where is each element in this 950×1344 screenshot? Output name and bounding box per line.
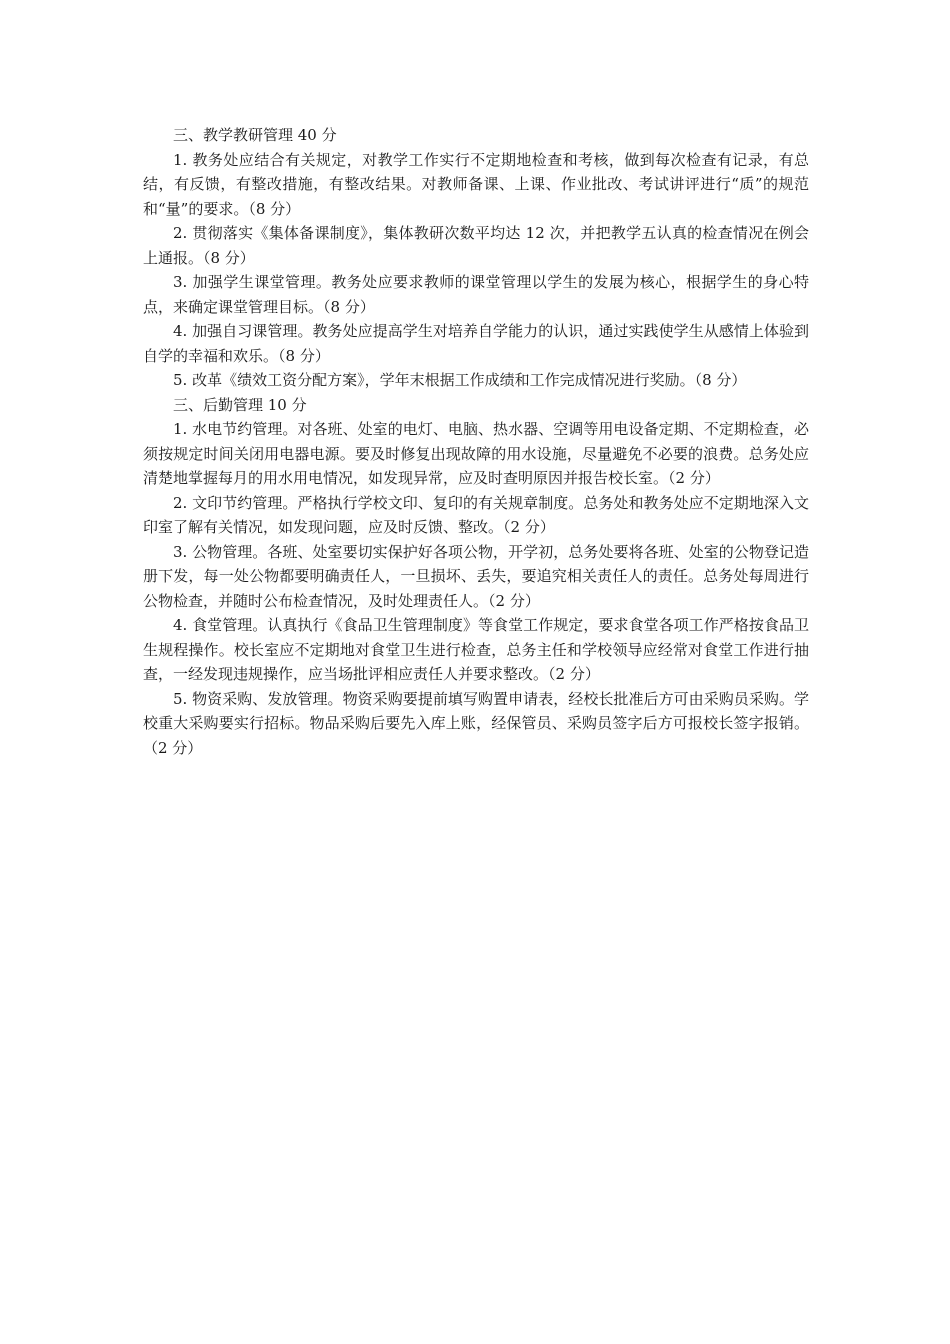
teaching-item-4: 4. 加强自习课管理。教务处应提高学生对培养自学能力的认识，通过实践使学生从感情上体验到自学的幸福和欢乐。（8 分） — [143, 322, 809, 365]
document-body — [143, 123, 809, 760]
logistics-item-1: 1. 水电节约管理。对各班、处室的电灯、电脑、热水器、空调等用电设备定期、不定期检查，必须按规定时间关闭用电器电源。要及时修复出现故障的用水设施，尽量避免不必要的浪费。总务处应清楚地掌握每月的用水用电情况，如发现异常，应及时查明原因并报告校长室。（2 分） — [143, 420, 809, 487]
section-heading-logistics: 三、后勤管理 10 分 — [173, 395, 307, 414]
logistics-item-3: 3. 公物管理。各班、处室要切实保护好各项公物，开学初，总务处要将各班、处室的公物登记造册下发，每一处公物都要明确责任人，一旦损坏、丢失，要追究相关责任人的责任。总务处每周进行公物检查，并随时公布检查情况，及时处理责任人。（2 分） — [143, 542, 809, 610]
teaching-item-5: 5. 改革《绩效工资分配方案》，学年末根据工作成绩和工作完成情况进行奖励。（8 分） — [173, 371, 747, 389]
teaching-item-2: 2. 贯彻落实《集体备课制度》，集体教研次数平均达 12 次，并把教学五认真的检查情况在例会上通报。（8 分） — [143, 224, 809, 267]
logistics-item-5: 5. 物资采购、发放管理。物资采购要提前填写购置申请表，经校长批准后方可由采购员采购。学校重大采购要实行招标。物品采购后要先入库上账，经保管员、采购员签字后方可报校长签字报销。（2 分） — [143, 689, 809, 757]
logistics-item-4: 4. 食堂管理。认真执行《食品卫生管理制度》等食堂工作规定，要求食堂各项工作严格按食品卫生规程操作。校长室应不定期地对食堂卫生进行检查，总务主任和学校领导应经常对食堂工作进行抽查，一经发现违规操作，应当场批评相应责任人并要求整改。（2 分） — [143, 616, 809, 683]
section-heading-teaching: 三、教学教研管理 40 分 — [173, 126, 337, 144]
teaching-item-1: 1. 教务处应结合有关规定，对教学工作实行不定期地检查和考核，做到每次检查有记录，有总结，有反馈，有整改措施，有整改结果。对教师备课、上课、作业批改、考试讲评进行“质”的规范和“量”的要求。（8 分） — [143, 150, 809, 218]
logistics-item-2: 2. 文印节约管理。严格执行学校文印、复印的有关规章制度。总务处和教务处应不定期地深入文印室了解有关情况，如发现问题，应及时反馈、整改。（2 分） — [143, 493, 809, 536]
teaching-item-3: 3. 加强学生课堂管理。教务处应要求教师的课堂管理以学生的发展为核心，根据学生的身心特点，来确定课堂管理目标。（8 分） — [143, 273, 809, 316]
